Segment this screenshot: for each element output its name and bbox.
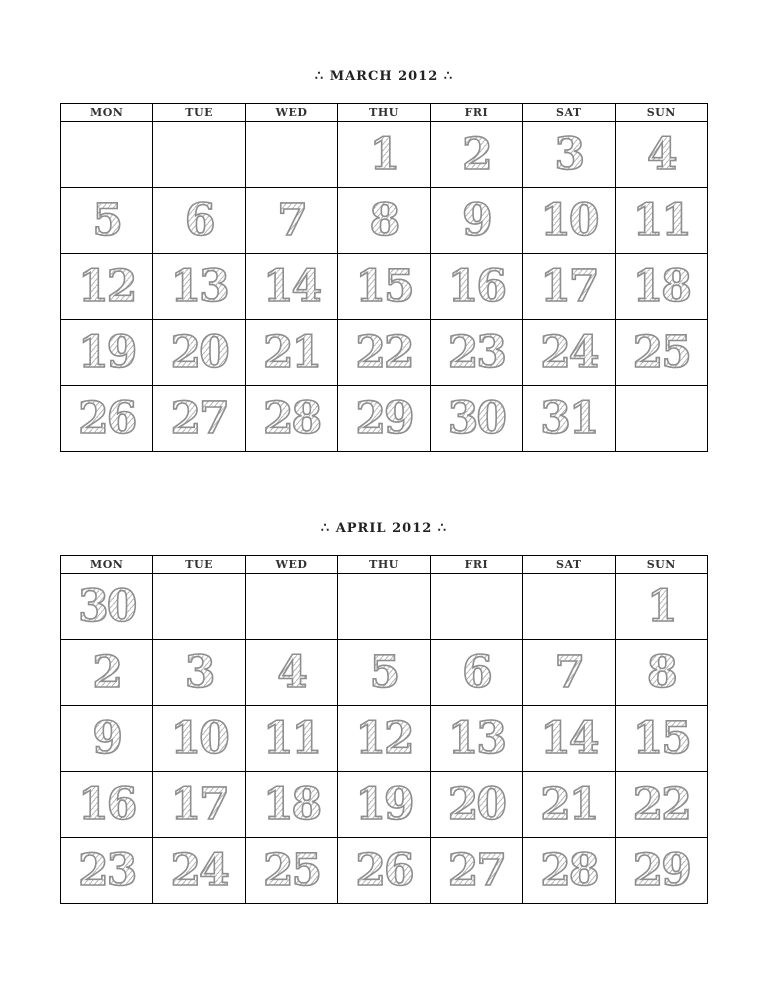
day-cell xyxy=(430,706,522,772)
weekday-header: MON xyxy=(61,556,153,574)
april-calendar xyxy=(60,518,708,904)
day-cell xyxy=(61,706,153,772)
day-cell xyxy=(338,772,430,838)
day-cell xyxy=(523,254,615,320)
month-title: ∴ MARCH 2012 ∴ xyxy=(314,69,454,84)
day-number: 22 xyxy=(632,778,690,830)
day-number: 24 xyxy=(170,844,228,896)
calendar-body xyxy=(61,122,708,452)
day-cell xyxy=(153,386,245,452)
day-cell xyxy=(153,640,245,706)
week-row xyxy=(61,320,708,386)
week-row xyxy=(61,706,708,772)
day-number: 14 xyxy=(262,260,321,312)
day-number: 1 xyxy=(369,128,399,180)
empty-day-cell xyxy=(338,574,430,640)
day-cell xyxy=(153,838,245,904)
week-row xyxy=(61,386,708,452)
day-cell xyxy=(338,838,430,904)
day-cell xyxy=(245,640,337,706)
calendar-body xyxy=(61,574,708,904)
day-cell xyxy=(245,188,337,254)
weekday-header: TUE xyxy=(153,104,245,122)
day-cell xyxy=(61,254,153,320)
day-number: 6 xyxy=(462,646,491,698)
day-number: 9 xyxy=(462,194,491,246)
day-cell xyxy=(245,772,337,838)
day-cell xyxy=(430,640,522,706)
weekday-header: SUN xyxy=(615,556,707,574)
day-number: 26 xyxy=(355,844,413,896)
day-number: 10 xyxy=(170,712,228,764)
week-row xyxy=(61,188,708,254)
day-cell xyxy=(523,386,615,452)
day-cell xyxy=(338,706,430,772)
day-number: 22 xyxy=(355,326,413,378)
week-row xyxy=(61,838,708,904)
day-number: 23 xyxy=(78,844,136,896)
day-number: 7 xyxy=(554,646,584,698)
day-cell xyxy=(615,188,707,254)
empty-day-cell xyxy=(523,574,615,640)
day-cell xyxy=(245,838,337,904)
day-number: 5 xyxy=(92,194,122,246)
day-cell xyxy=(523,772,615,838)
day-number: 4 xyxy=(646,128,676,180)
day-number: 16 xyxy=(78,778,136,830)
day-number: 8 xyxy=(646,646,676,698)
day-cell xyxy=(153,772,245,838)
day-cell xyxy=(430,838,522,904)
day-cell xyxy=(523,122,615,188)
day-number: 4 xyxy=(277,646,306,698)
weekday-header: SAT xyxy=(523,556,615,574)
day-number: 1 xyxy=(646,580,676,632)
day-cell xyxy=(523,320,615,386)
day-cell xyxy=(430,254,522,320)
day-number: 17 xyxy=(540,260,598,312)
month-title: ∴ APRIL 2012 ∴ xyxy=(320,521,448,536)
day-cell xyxy=(338,386,430,452)
day-number: 15 xyxy=(632,712,690,764)
day-cell xyxy=(338,188,430,254)
day-cell xyxy=(245,254,337,320)
day-number: 14 xyxy=(540,712,598,764)
day-number: 31 xyxy=(540,392,598,444)
day-cell xyxy=(153,706,245,772)
day-number: 2 xyxy=(462,128,491,180)
day-number: 11 xyxy=(262,712,321,764)
weekday-header: THU xyxy=(338,556,430,574)
day-cell xyxy=(615,320,707,386)
weekday-header: SUN xyxy=(615,104,707,122)
day-number: 26 xyxy=(78,392,136,444)
day-cell xyxy=(61,386,153,452)
day-number: 2 xyxy=(92,646,122,698)
day-number: 15 xyxy=(355,260,413,312)
day-number: 13 xyxy=(447,712,506,764)
empty-day-cell xyxy=(615,386,707,452)
day-number: 27 xyxy=(170,392,228,444)
day-number: 25 xyxy=(632,326,690,378)
day-number: 10 xyxy=(540,194,598,246)
day-cell xyxy=(153,320,245,386)
day-number: 29 xyxy=(632,844,690,896)
day-cell xyxy=(153,188,245,254)
empty-day-cell xyxy=(153,122,245,188)
day-number: 21 xyxy=(262,326,321,378)
day-number: 18 xyxy=(262,778,321,830)
day-cell xyxy=(430,188,522,254)
day-cell xyxy=(523,640,615,706)
empty-day-cell xyxy=(153,574,245,640)
day-cell xyxy=(338,640,430,706)
day-number: 30 xyxy=(447,392,506,444)
weekday-header: MON xyxy=(61,104,153,122)
day-number: 19 xyxy=(78,326,136,378)
day-number: 17 xyxy=(170,778,228,830)
day-cell xyxy=(523,838,615,904)
week-row xyxy=(61,640,708,706)
day-cell xyxy=(615,706,707,772)
day-number: 13 xyxy=(170,260,228,312)
calendar-grid xyxy=(60,103,708,452)
day-cell xyxy=(430,122,522,188)
weekday-header: FRI xyxy=(430,556,522,574)
day-number: 12 xyxy=(78,260,136,312)
day-number: 16 xyxy=(447,260,506,312)
day-cell xyxy=(615,772,707,838)
day-cell xyxy=(615,574,707,640)
empty-day-cell xyxy=(61,122,153,188)
day-cell xyxy=(245,320,337,386)
day-number: 27 xyxy=(447,844,506,896)
week-row xyxy=(61,772,708,838)
day-cell xyxy=(245,386,337,452)
day-number: 7 xyxy=(277,194,306,246)
day-cell xyxy=(523,706,615,772)
empty-day-cell xyxy=(245,574,337,640)
day-cell xyxy=(615,254,707,320)
day-cell xyxy=(61,320,153,386)
day-number: 25 xyxy=(262,844,321,896)
weekday-header: WED xyxy=(245,104,337,122)
day-cell xyxy=(523,188,615,254)
week-row xyxy=(61,254,708,320)
day-cell xyxy=(61,838,153,904)
day-cell xyxy=(61,640,153,706)
weekday-header: FRI xyxy=(430,104,522,122)
day-number: 5 xyxy=(369,646,399,698)
day-cell xyxy=(61,772,153,838)
day-cell xyxy=(61,574,153,640)
day-cell xyxy=(615,122,707,188)
day-number: 18 xyxy=(632,260,690,312)
day-number: 11 xyxy=(632,194,690,246)
weekday-header: WED xyxy=(245,556,337,574)
day-number: 12 xyxy=(355,712,413,764)
day-cell xyxy=(430,772,522,838)
weekday-header: SAT xyxy=(523,104,615,122)
day-number: 20 xyxy=(170,326,228,378)
day-number: 30 xyxy=(78,580,136,632)
calendar-grid xyxy=(60,555,708,904)
day-number: 28 xyxy=(540,844,598,896)
day-cell xyxy=(430,386,522,452)
day-number: 6 xyxy=(184,194,214,246)
weekday-header: THU xyxy=(338,104,430,122)
weekday-header: TUE xyxy=(153,556,245,574)
march-calendar xyxy=(60,66,708,452)
day-cell xyxy=(615,838,707,904)
day-cell xyxy=(430,320,522,386)
day-number: 3 xyxy=(184,646,214,698)
week-row xyxy=(61,122,708,188)
day-number: 8 xyxy=(369,194,399,246)
empty-day-cell xyxy=(430,574,522,640)
day-cell xyxy=(338,254,430,320)
day-number: 29 xyxy=(355,392,413,444)
weekday-header-row xyxy=(61,556,708,574)
day-cell xyxy=(153,254,245,320)
day-cell xyxy=(61,188,153,254)
day-cell xyxy=(338,320,430,386)
weekday-header-row xyxy=(61,104,708,122)
day-cell xyxy=(245,706,337,772)
day-number: 20 xyxy=(447,778,506,830)
day-number: 24 xyxy=(540,326,598,378)
day-cell xyxy=(338,122,430,188)
day-number: 19 xyxy=(355,778,413,830)
day-number: 21 xyxy=(540,778,598,830)
day-number: 3 xyxy=(554,128,584,180)
empty-day-cell xyxy=(245,122,337,188)
day-cell xyxy=(615,640,707,706)
week-row xyxy=(61,574,708,640)
day-number: 28 xyxy=(262,392,321,444)
day-number: 23 xyxy=(447,326,506,378)
day-number: 9 xyxy=(92,712,122,764)
